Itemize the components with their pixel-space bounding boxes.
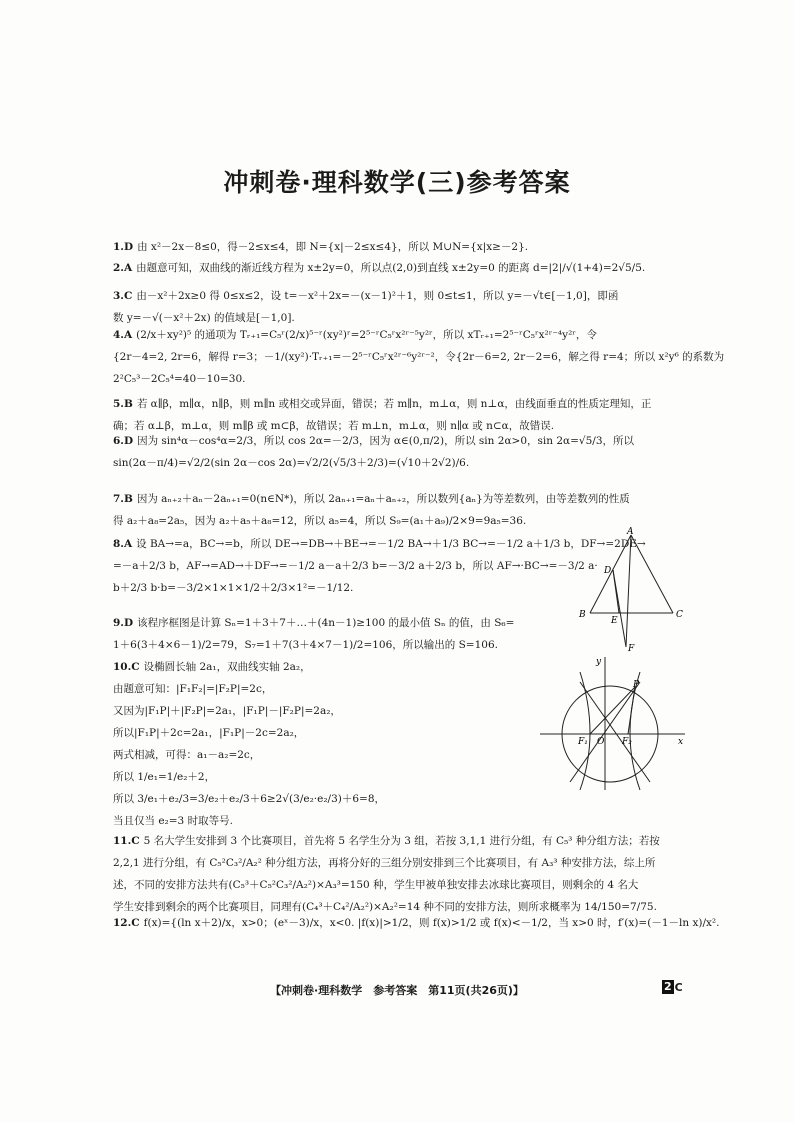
answer-line — [113, 874, 673, 896]
answer-text: b＋2/3 b·b=－3/2×1×1×1/2＋2/3×1²=－1/12. — [113, 582, 354, 594]
answer-text: 1＋6(3＋4×6－1)/2=79，S₇=1＋7(3＋4×7－1)/2=106，所以输出的 S=106. — [113, 639, 498, 651]
answer-item — [113, 236, 673, 258]
answer-line — [113, 830, 673, 852]
page-footer: 【冲刺卷·理科数学 参考答案 第11页(共26页)】 — [270, 984, 524, 997]
answer-text: 若 α∥β，m∥α，n∥β，则 m∥n 或相交或异面，错误；若 m∥n，m⊥α，则 n⊥α，由线面垂直的性质定理知，正 — [136, 398, 652, 410]
answer-line — [113, 555, 598, 577]
answer-text: 由－x²＋2x≥0 得 0≤x≤2，设 t=－x²＋2x=－(x－1)²＋1，则 0≤t≤1，所以 y=－√t∈[－1,0]，即函 — [136, 290, 619, 302]
answer-text: 述，不同的安排方法共有(C₅³＋C₅²C₃²/A₂²)×A₃³=150 种，学生甲被单独安排去冰球比赛项目，则剩余的 4 名大 — [113, 879, 639, 891]
conics-figure — [540, 652, 690, 792]
answer-line — [113, 577, 583, 599]
answer-text: 5 名大学生安排到 3 个比赛项目，首先将 5 名学生分为 3 组，若按 3,1,1 进行分组，有 C₅³ 种分组方法；若按 — [143, 835, 660, 847]
answer-line — [113, 722, 583, 744]
answer-number: 10.C — [113, 661, 140, 673]
answer-text: {2r－4=2, 2r=6，解得 r=3；－1/(xy²)·Tᵣ₊₁=－2⁵⁻ʳC₅ʳx²ʳ⁻⁶y²ʳ⁻²，令{2r－6=2, 2r－2=6，解之得 r=4；所以 x²y⁶ 的系数为 — [113, 351, 725, 363]
label-f: F — [628, 644, 635, 654]
answer-text: 得 a₂＋a₈=2a₅，因为 a₂＋a₅＋a₈=12，所以 a₅=4，所以 S₉=(a₁＋a₉)/2×9=9a₅=36. — [113, 515, 527, 527]
answer-text: 所以 1/e₁=1/e₂＋2， — [113, 771, 216, 783]
answer-line — [113, 744, 583, 766]
answer-text: 设椭圆长轴 2a₁，双曲线实轴 2a₂， — [143, 661, 311, 673]
answer-line — [113, 393, 673, 415]
answer-line — [113, 852, 673, 874]
answer-line — [113, 912, 720, 934]
answer-number: 4.A — [113, 329, 133, 341]
answer-number: 5.B — [113, 398, 133, 410]
badge-box: 2 — [664, 980, 672, 993]
answer-line — [113, 656, 583, 678]
answer-line — [113, 612, 583, 634]
answer-text: 因为 aₙ₊₂＋aₙ－2aₙ₊₁=0(n∈N*)，所以 2aₙ₊₁=aₙ＋aₙ₊₂，所以数列{aₙ}为等差数列，由等差数列的性质 — [136, 493, 630, 505]
answer-item — [113, 912, 720, 934]
answer-line — [113, 368, 673, 390]
answer-number: 11.C — [113, 835, 140, 847]
answer-text: 该程序框图是计算 Sₙ=1＋3＋7＋…＋(4n－1)≥100 的最小值 Sₙ 的值，由 S₆= — [137, 617, 515, 629]
answer-number: 2.A — [113, 262, 133, 274]
answer-item — [113, 830, 673, 918]
answer-item — [113, 257, 673, 279]
answer-item — [113, 285, 673, 329]
answer-text: =－a＋2/3 b，AF→=AD→＋DF→=－1/2 a－a＋2/3 b=－3/2 a＋2/3 b，所以 AF→·BC→=－3/2 a· — [113, 560, 598, 572]
answer-item — [113, 324, 725, 390]
answer-line — [113, 810, 583, 832]
answer-line — [113, 452, 673, 474]
label-a: A — [627, 527, 634, 537]
label-y: y — [596, 657, 602, 667]
answer-line — [113, 488, 673, 510]
answer-line — [113, 324, 673, 346]
triangle-figure — [576, 525, 691, 655]
answer-line — [113, 766, 583, 788]
answer-line — [113, 236, 673, 258]
label-f1: F₁ — [578, 737, 588, 747]
watermark-badge — [662, 980, 683, 994]
answer-line — [113, 533, 646, 555]
label-c: C — [676, 610, 683, 620]
answer-item — [113, 656, 583, 832]
answer-text: 由 x²－2x－8≤0，得－2≤x≤4，即 N={x|－2≤x≤4}，所以 M∪N={x|x≥－2}. — [137, 241, 529, 253]
answer-item — [113, 430, 673, 474]
answer-text: 2,2,1 进行分组，有 C₅²C₃²/A₂² 种分组方法，再将分好的三组分别安排到三个比赛项目，有 A₃³ 种安排方法，综上所 — [113, 857, 656, 869]
answer-line — [113, 634, 583, 656]
answer-text: (2/x＋xy²)⁵ 的通项为 Tᵣ₊₁=C₅ʳ(2/x)⁵⁻ʳ(xy²)ʳ=2⁵⁻ʳC₅ʳx²ʳ⁻⁵y²ʳ，所以 xTᵣ₊₁=2⁵⁻ʳC₅ʳx²ʳ⁻⁴y²ʳ，令 — [136, 329, 597, 341]
answer-text: 由题意可知：|F₁F₂|=|F₂P|=2c， — [113, 683, 273, 695]
answer-text: 数 y=－√(－x²＋2x) 的值域是[－1,0]. — [113, 312, 295, 324]
answer-text: 确；若 α⊥β，m⊥α，则 m∥β 或 m⊂β，故错误；若 m⊥n，m⊥α，则 n∥α 或 n⊂α，故错误. — [113, 420, 555, 432]
answer-number: 3.C — [113, 290, 133, 302]
label-b: B — [579, 610, 586, 620]
answer-line — [113, 257, 673, 279]
label-o: O — [597, 737, 605, 747]
label-x: x — [678, 737, 684, 747]
answer-text: 学生安排到剩余的两个比赛项目，同理有(C₄³＋C₄²/A₂²)×A₂²=14 种不同的安排方法，则所求概率为 14/150=7/75. — [113, 901, 657, 913]
answer-text: 又因为|F₁P|＋|F₂P|=2a₁，|F₁P|－|F₂P|=2a₂， — [113, 705, 341, 717]
page-title: 冲刺卷·理科数学(三)参考答案 — [223, 168, 571, 197]
answer-text: 两式相减，可得：a₁－a₂=2c， — [113, 749, 261, 761]
answer-number: 12.C — [113, 917, 140, 929]
answer-text: sin(2α－π/4)=√2/2(sin 2α－cos 2α)=√2/2(√5/3＋2/3)=(√10＋2√2)/6. — [113, 457, 470, 469]
answer-number: 7.B — [113, 493, 133, 505]
answer-text: f(x)={(ln x＋2)/x，x>0；(eˣ－3)/x，x<0. |f(x)|>1/2，则 f(x)>1/2 或 f(x)<－1/2，当 x>0 时，f′(x)=(－1－ln x)/x². — [143, 917, 720, 929]
answer-text: 因为 sin⁴α－cos⁴α=2/3，所以 cos 2α=－2/3，因为 α∈(0,π/2)，所以 sin 2α>0，sin 2α=√5/3，所以 — [137, 435, 635, 447]
label-f2: F₂ — [622, 737, 632, 747]
answer-text: 2²C₅³－2C₅⁴=40－10=30. — [113, 373, 246, 385]
answer-text: 所以 3/e₁＋e₂/3=3/e₂＋e₂/3＋6≥2√(3/e₂·e₂/3)＋6=8， — [113, 793, 386, 805]
answer-line — [113, 430, 673, 452]
answer-text: 当且仅当 e₂=3 时取等号. — [113, 815, 233, 827]
answer-text: 所以|F₁P|＋2c=2a₁，|F₁P|－2c=2a₂， — [113, 727, 305, 739]
answer-line — [113, 788, 583, 810]
label-d: D — [604, 566, 612, 576]
badge-letter: C — [674, 980, 683, 994]
answer-text: 设 BA→=a，BC→=b，所以 DE→=DB→＋BE→=－1/2 BA→＋1/3 BC→=－1/2 a＋1/3 b，DF→=2DE→ — [136, 538, 646, 550]
answer-number: 6.D — [113, 435, 134, 447]
answer-number: 8.A — [113, 538, 133, 550]
answer-number: 1.D — [113, 241, 134, 253]
answer-item — [113, 533, 646, 599]
answer-item — [113, 612, 583, 656]
label-e: E — [611, 616, 618, 626]
answer-line — [113, 700, 583, 722]
answer-number: 9.D — [113, 617, 134, 629]
answer-line — [113, 678, 583, 700]
answer-line — [113, 285, 673, 307]
label-p: P — [633, 680, 640, 690]
answer-text: 由题意可知，双曲线的渐近线方程为 x±2y=0，所以点(2,0)到直线 x±2y=0 的距离 d=|2|/√(1+4)=2√5/5. — [136, 262, 646, 274]
answer-line — [113, 346, 725, 368]
